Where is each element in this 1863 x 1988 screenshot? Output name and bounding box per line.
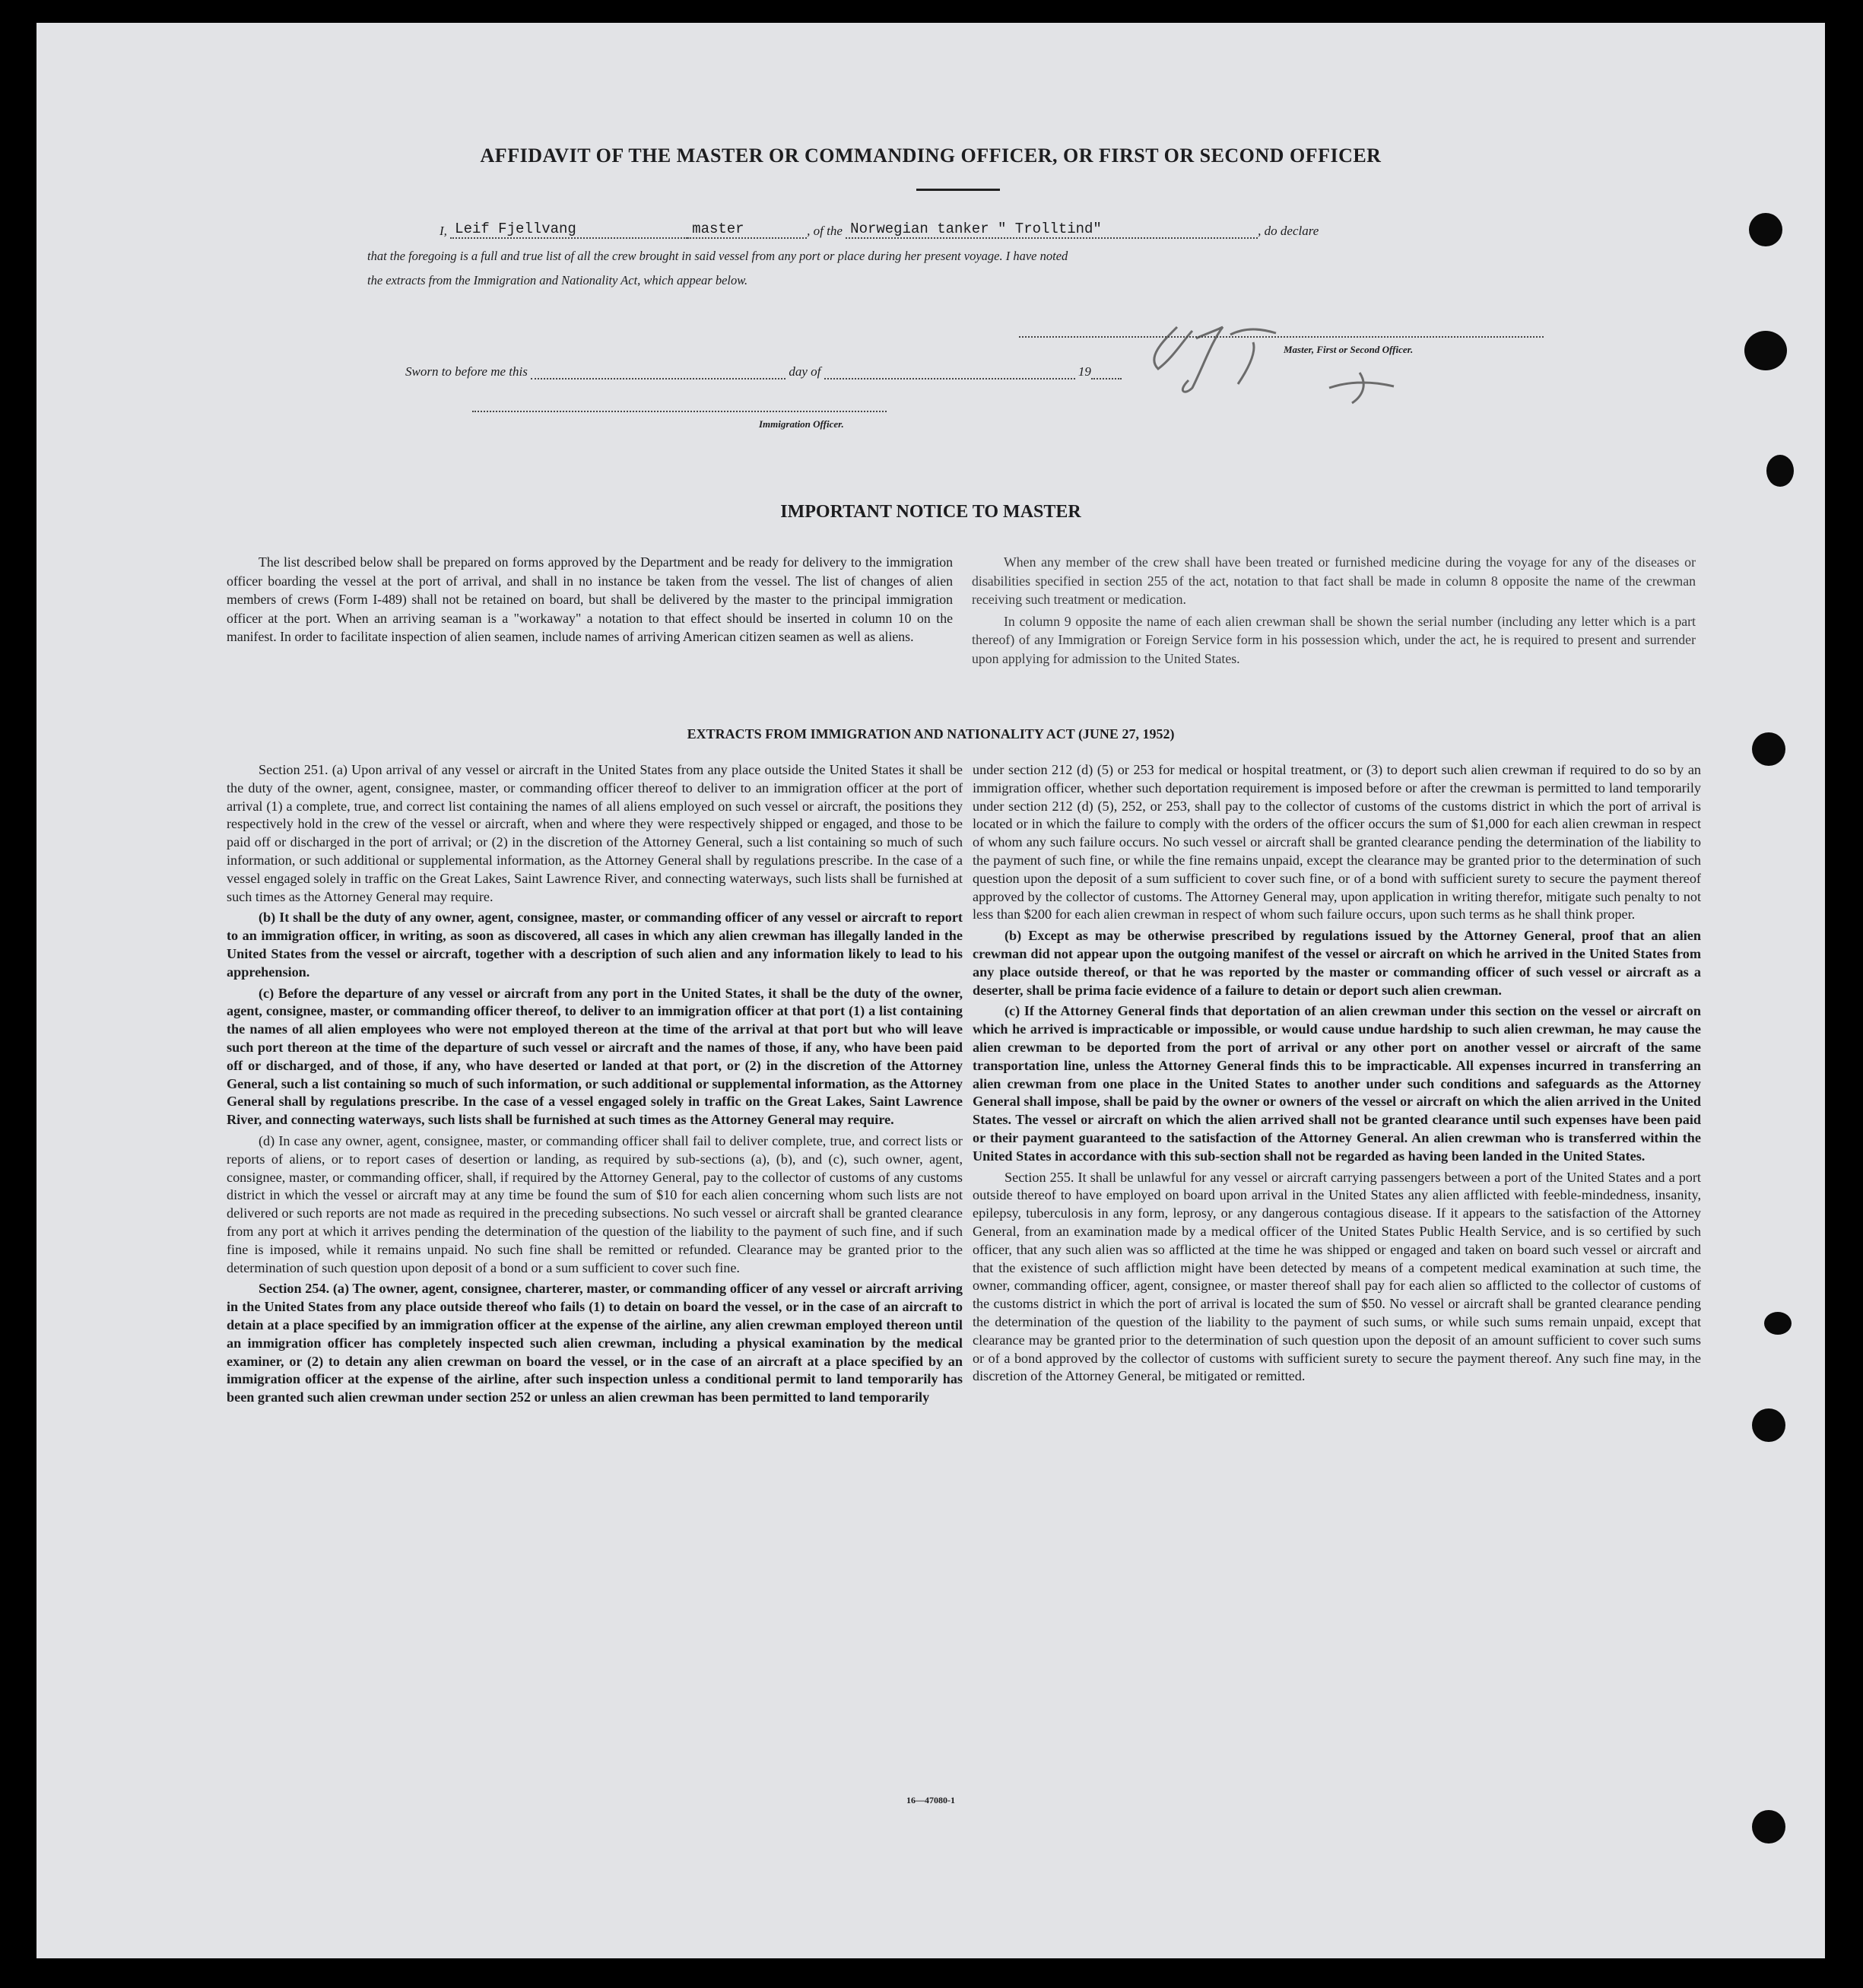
binder-hole [1744,331,1787,370]
section-251-a: Section 251. (a) Upon arrival of any vessel or aircraft in the United States from any place outside the United States it shall be the duty of the owner, agent, consignee, master, or commanding officer thereof to deliver to an immigration officer at the port of arrival (1) a complete, true, and correct list containing the names of all aliens employed on such vessel or aircraft, the positions they respectively hold in the crew of the vessel or aircraft, when and where they were respectively shipped or engaged, and those to be paid off or discharged in the port of arrival; or (2) in the discretion of the Attorney General, such a list containing so much of such information, or such additional or supplemental information, as the Attorney General shall by regulations prescribe. In the case of a vessel engaged solely in traffic on the Great Lakes, Saint Lawrence River, and connecting waterways, such lists shall be furnished at such times as the Attorney General may require. [227,762,963,904]
section-251-d: (d) In case any owner, agent, consignee, master, or commanding officer shall fail to deliver complete, true, and correct lists or reports of aliens, or to report cases of desertion or landing, as required by sub-sections (a), (b), and (c), such owner, agent, consignee, master, or commanding officer, shall, if required by the Attorney General, pay to the collector of customs of any customs district in which the vessel or aircraft may at any time be found the sum of $10 for each alien concerning whom such lists are not delivered or such reports are not made as required in the preceding subsections. No such vessel or aircraft shall be granted clearance from any port at which it arrives pending the determination of the question of the liability to the payment of such fine, and if such fine is imposed, while it remains unpaid. No such fine shall be remitted or refunded. Clearance may be granted prior to the determination of such question upon deposit of a bond or a sum sufficient to cover such fine. [227,1132,963,1275]
declaration-suffix: , do declare [1258,224,1319,238]
section-254-c: (c) If the Attorney General finds that deportation of an alien crewman under this section on the vessel or aircraft on which he arrived is impracticable or impossible, or would cause undue hardship to such alien crewman, he may cause the alien crewman to be deported from the port of arrival or any other port on another vessel or aircraft of the same transportation line, unless the Attorney General finds this to be impracticable. All expenses incurred in transferring an alien crewman from one place in the United States to another under such conditions and safeguards as the Attorney General shall impose, shall be paid by the owner or owners of the vessel or aircraft on which the alien arrived in the United States. The vessel or aircraft on which the alien arrived shall not be granted clearance until such expenses have been paid or their payment guaranteed to the satisfaction of the Attorney General. An alien crewman who is transferred within the United States in accordance with this sub-section shall not be regarded as having been landed in the United States. [973,1003,1701,1164]
immigration-officer-signature-line[interactable] [472,411,887,412]
notice-right-paragraph-1: When any member of the crew shall have been treated or furnished medicine during the voyage for any of the diseases or disabilities specified in section 255 of the act, notation to that fact shall be made in column 8 opposite the name of the crewman receiving such treatment or medication. [972,554,1696,607]
affidavit-page [36,23,1825,1958]
section-254-a: Section 254. (a) The owner, agent, consignee, charterer, master, or commanding officer of any vessel or aircraft arriving in the United States from any place outside thereof who fails (1) to detain on board the vessel, or in the case of an aircraft to detain at a place specified by an immigration officer at the expense of the airline, any alien crewman employed thereon until an immigration officer has completely inspected such alien crewman, including a physical examination by the medical examiner, or (2) to detain any alien crewman on board the vessel, or in the case of an aircraft at a place specified by an immigration officer at the expense of the airline, after such inspection unless a conditional permit to land temporarily has been granted such alien crewman under section 252 or unless an alien crewman has been permitted to land temporarily [227,1281,963,1405]
notice-title: IMPORTANT NOTICE TO MASTER [780,502,1081,522]
section-251-c: (c) Before the departure of any vessel or aircraft from any port in the United States, it shall be the duty of the owner, agent, consignee, master, or commanding officer thereof, to deliver to an immigration officer at that port (1) a list containing the names of all alien employees who were not employed thereon at the time of the arrival at that port but who will leave such port thereon at the time of the departure of such vessel or aircraft and the names of those, if any, who have been paid off or discharged, and of those, if any, who have deserted or landed at that port, or (2) in the discretion of the Attorney General, such a list containing so much of such information, or such additional or supplemental information, as the Attorney General shall by regulations prescribe. In the case of a vessel engaged solely in traffic on the Great Lakes, Saint Lawrence River, and connecting waterways, such lists shall be furnished at such times as the Attorney General may require. [227,985,963,1128]
binder-hole [1749,213,1782,246]
extracts-left-column [227,761,963,1410]
binder-hole [1752,732,1785,766]
master-name-field[interactable]: Leif Fjellvang [450,221,687,239]
of-the-label: , of the [807,224,843,238]
year-prefix: 19 [1077,364,1091,379]
sworn-day-field[interactable] [531,363,786,379]
sworn-month-field[interactable] [824,363,1075,379]
declaration-prefix: I, [440,224,447,238]
title-underline [916,189,1000,191]
vessel-name-field[interactable]: Norwegian tanker " Trolltind" [846,221,1258,239]
immigration-officer-caption: Immigration Officer. [759,418,844,430]
section-254-a-continued: under section 212 (d) (5) or 253 for medical or hospital treatment, or (3) to deport such alien crewman if required to do so by an immigration officer, whether such deportation requirement is imposed before or after the crewman is permitted to land temporarily under section 212 (d) (5), 252, or 253, shall pay to the collector of customs of the customs district in which the port of arrival is located or in which the failure to comply with the orders of the officer occurs the sum of $1,000 for each alien crewman in respect of whom any such failure occurs. No such vessel or aircraft shall be granted clearance pending the determination of the liability to the payment of such fine, or while the fine remains unpaid, except the clearance may be granted prior to the determination of such question upon the deposit of a sum sufficient to cover such fine, or of a bond with sufficient surety to secure the payment thereof approved by the collector of customs. The Attorney General may, upon application in writing therefor, mitigate such penalty to not less than $200 for each alien crewman in respect of whom such failure occurs, upon such terms as he shall think proper. [973,762,1701,923]
sworn-line [405,363,1122,379]
section-255: Section 255. It shall be unlawful for any vessel or aircraft carrying passengers between a port of the United States and a port outside thereof to have employed on board upon arrival in the United States any alien afflicted with feeble-mindedness, insanity, epilepsy, tuberculosis in any form, leprosy, or any dangerous contagious disease. If it appears to the satisfaction of the Attorney General, from an examination made by a medical officer of the United States Public Health Service, and is so certified by such officer, that any such alien was so afflicted at the time he was shipped or engaged and taken on board such vessel or aircraft and that the existence of such affliction might have been detected by means of a competent medical examination at such time, the owner, commanding officer, agent, consignee, or master thereof shall pay for each alien so afflicted to the collector of customs of the customs district in which the port of arrival is located the sum of $50. No vessel or aircraft shall be granted clearance pending the determination of the question of the liability to the payment of such sums, or while such sums remain unpaid, except that clearance may be granted prior to the determination of such question upon the deposit of an amount sufficient to cover such sums or of a bond approved by the collector of customs with sufficient surety to secure the payment thereof. Any such fine may, in the discretion of the Attorney General, be mitigated or remitted. [973,1169,1701,1384]
binder-hole [1764,1312,1792,1335]
binder-hole [1752,1408,1785,1442]
section-251-b: (b) It shall be the duty of any owner, agent, consignee, master, or commanding officer of any vessel or aircraft to report to an immigration officer, in writing, as soon as discovered, all cases in which any alien crewman has illegally landed in the United States from the vessel or aircraft, together with a description of such alien and any information likely to lead to his apprehension. [227,910,963,980]
notice-left-paragraph: The list described below shall be prepared on forms approved by the Department and be ready for delivery to the immigration officer boarding the vessel at the port of arrival, and shall in no instance be taken from the vessel. The list of changes of alien members of crews (Form I-489) shall not be retained on board, but shall be delivered by the master to the principal immigration officer at the port. When an arriving seaman is a "workaway" a notation to that effect should be inserted in column 10 on the manifest. In order to facilitate inspection of alien seamen, include names of arriving American citizen seamen as well as aliens. [227,554,953,644]
binder-hole [1766,455,1794,487]
notice-right-paragraph-2: In column 9 opposite the name of each alien crewman shall be shown the serial number (including any letter which is a part thereof) of any Immigration or Foreign Service form in his possession which, under the act, he is required to present and surrender upon applying for admission to the United States. [972,613,1696,666]
declaration-line-3: the extracts from the Immigration and Nationality Act, which appear below. [367,273,748,287]
notice-left-column [227,553,953,649]
declaration-line [440,221,1319,239]
section-254-b: (b) Except as may be otherwise prescribed by regulations issued by the Attorney General, proof that an alien crewman did not appear upon the outgoing manifest of the vessel or aircraft on which he arrived in the United States from any place outside thereof, or that he was reported by the master or commanding officer of such vessel or aircraft as a deserter, shall be prima facie evidence of a failure to detain or deport such alien crewman. [973,928,1701,998]
notice-right-column [972,553,1696,671]
signature-caption: Master, First or Second Officer. [1284,344,1414,355]
day-of-label: day of [789,364,821,379]
signature-line[interactable] [1019,336,1544,338]
extracts-title: EXTRACTS FROM IMMIGRATION AND NATIONALITY ACT (JUNE 27, 1952) [687,726,1175,742]
extracts-right-column [973,761,1701,1389]
sworn-year-field[interactable] [1091,363,1122,379]
binder-hole [1752,1810,1785,1844]
role-field[interactable]: master [687,221,807,239]
sworn-prefix: Sworn to before me this [405,364,528,379]
page-title: AFFIDAVIT OF THE MASTER OR COMMANDING OFFICER, OR FIRST OR SECOND OFFICER [480,144,1382,167]
declaration-line-2: that the foregoing is a full and true list of all the crew brought in said vessel from any port or place during her present voyage. I have noted [367,249,1068,263]
form-code: 16—47080-1 [906,1795,955,1805]
